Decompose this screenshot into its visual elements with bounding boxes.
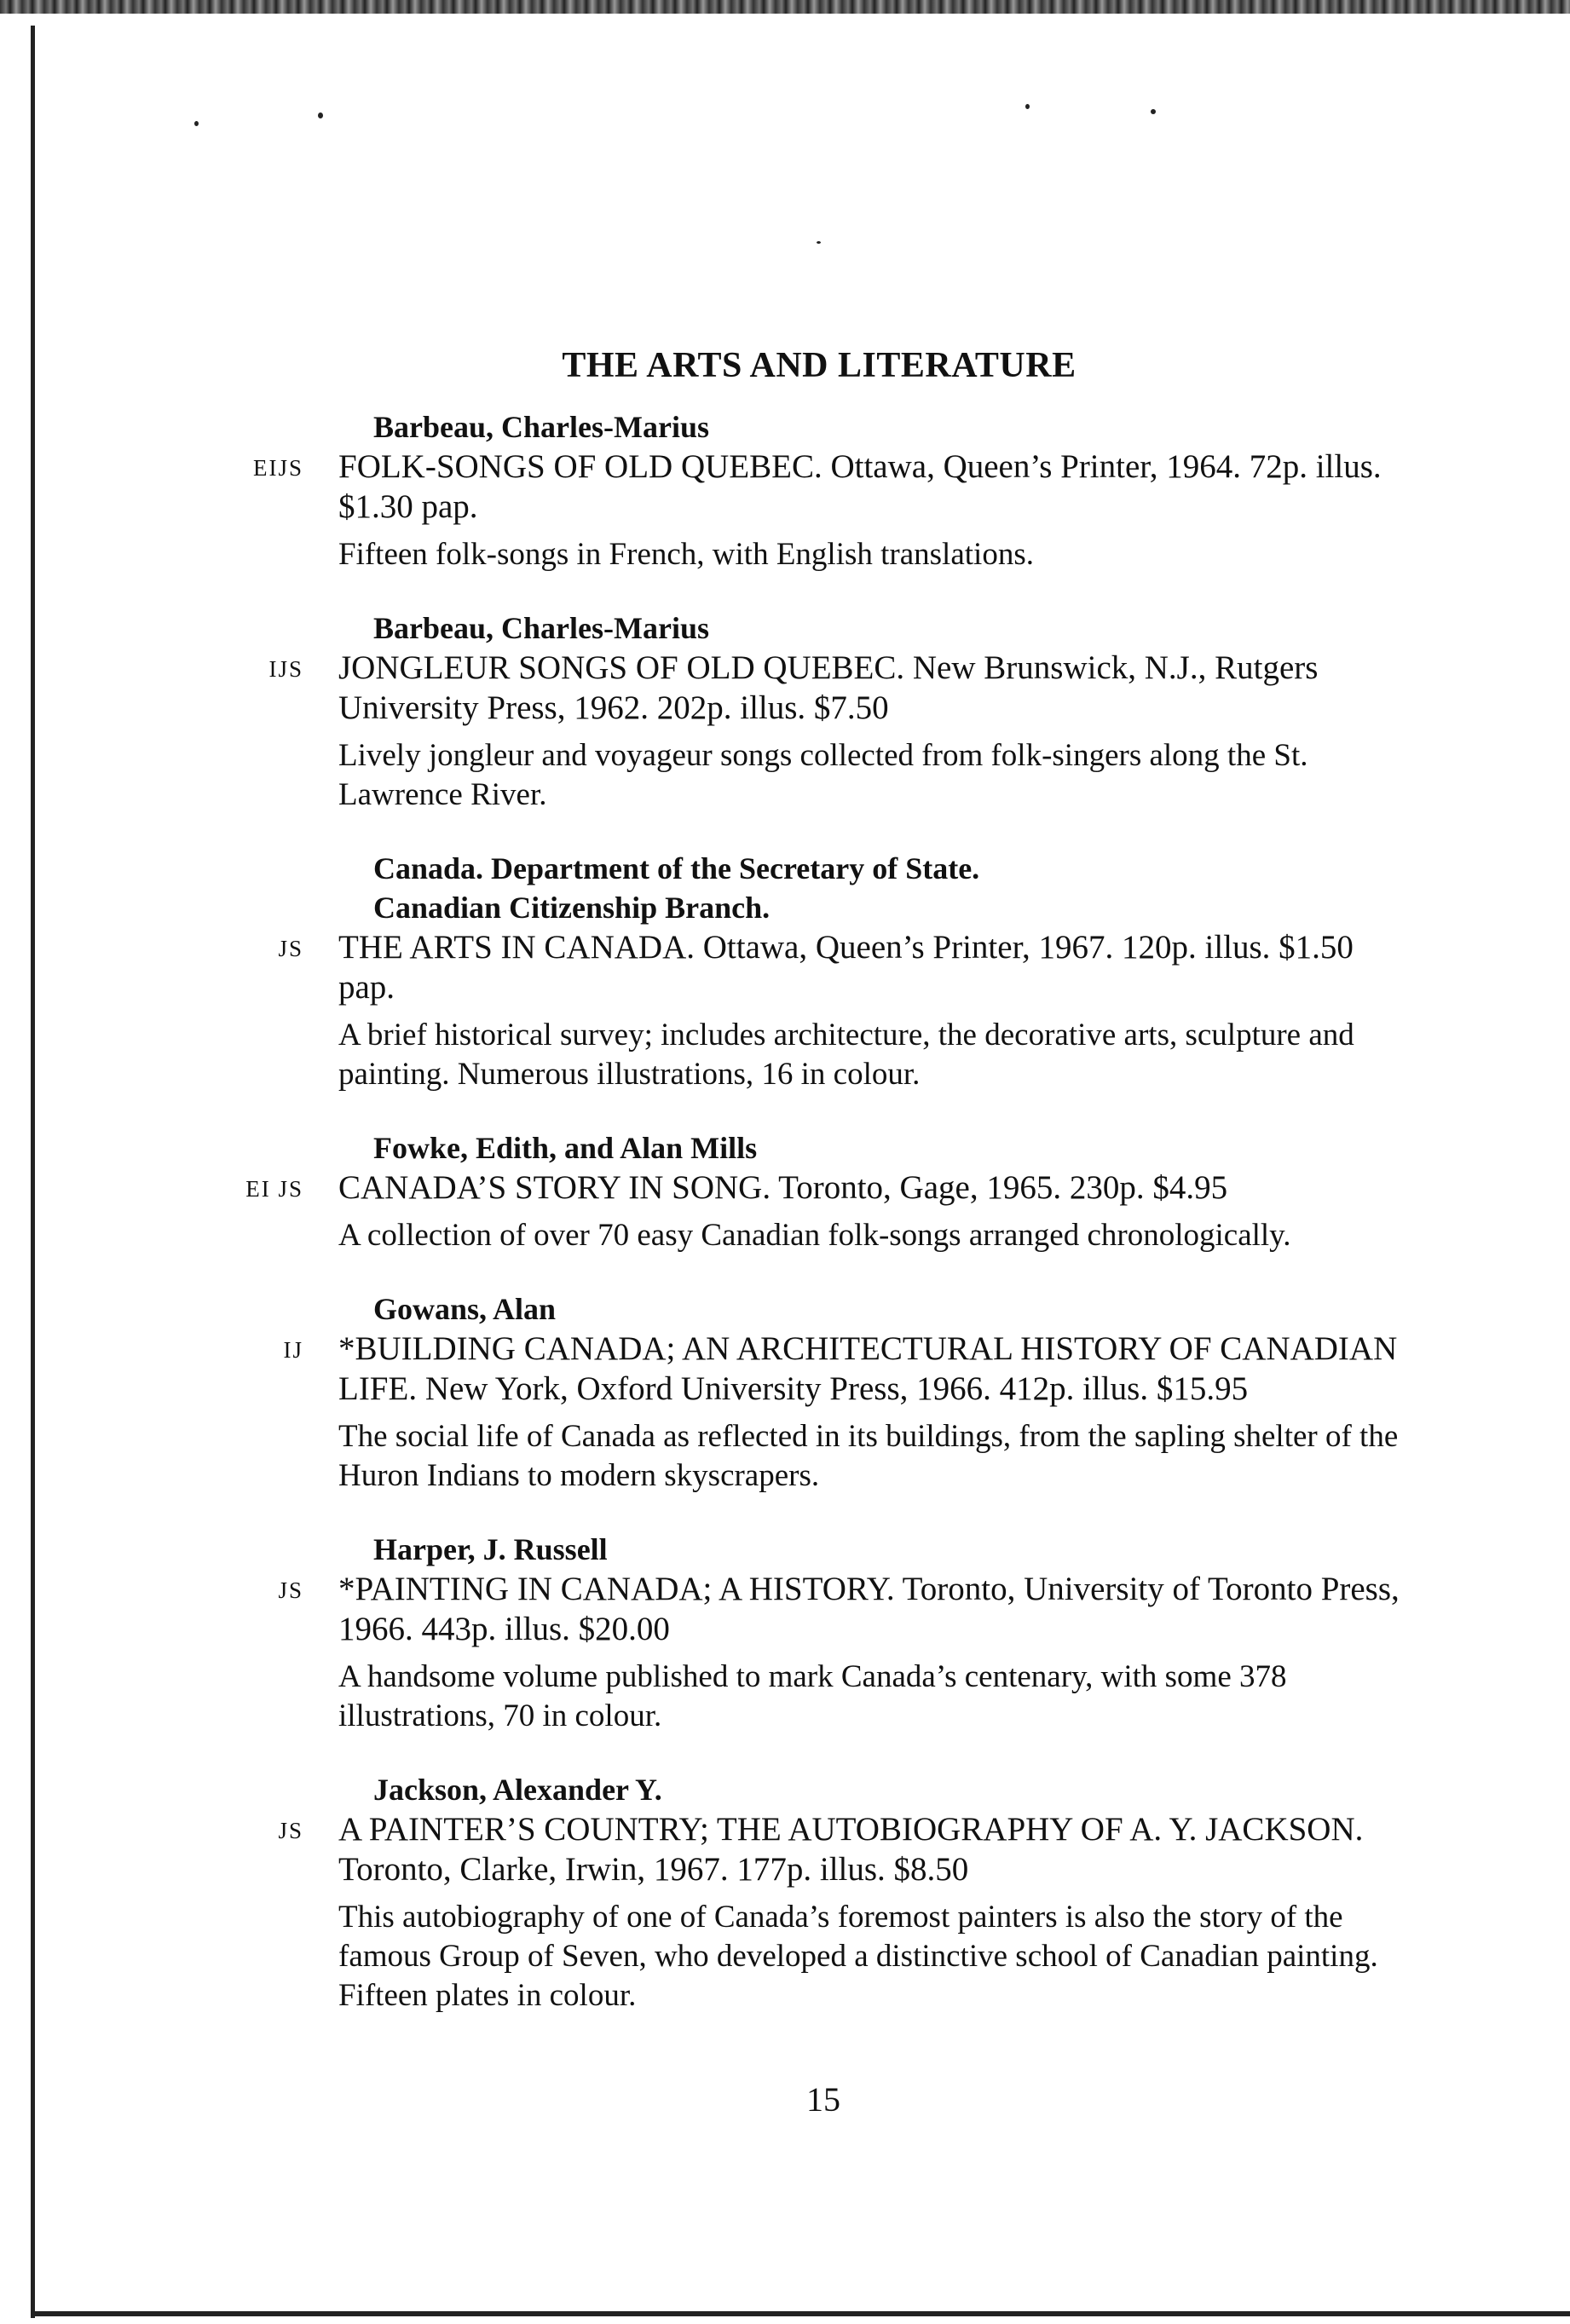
entry-author: Gowans, Alan (373, 1292, 557, 1326)
entry-author: Canada. Department of the Secretary of State. (373, 851, 980, 885)
entry-annotation: A brief historical survey; includes architecture, the decorative arts, sculpture and painting. Numerous illustrations, 16 in colour. (338, 1018, 1354, 1092)
entry-citation-row (0, 1809, 1570, 1889)
scan-speck (1151, 109, 1156, 114)
entry-citation-row (0, 447, 1570, 527)
entry-annotation: A collection of over 70 easy Canadian folk-songs arranged chronologically. (338, 1218, 1291, 1253)
reading-level-code: JS (278, 936, 303, 961)
scan-speck (1025, 104, 1030, 109)
reading-level-code: JS (278, 1577, 303, 1603)
entry-author: Canadian Citizenship Branch. (373, 891, 771, 925)
entry-citation: CANADA’S STORY IN SONG. Toronto, Gage, 1965. 230p. $4.95 (338, 1169, 1228, 1206)
bibliography-entry (0, 608, 1570, 815)
entry-citation-row (0, 648, 1570, 728)
page-number: 15 (806, 2080, 840, 2119)
entry-author: Barbeau, Charles-Marius (373, 410, 709, 444)
entry-annotation: Fifteen folk-songs in French, with English translations. (338, 537, 1034, 572)
entry-citation-row (0, 927, 1570, 1007)
scan-speck (194, 121, 199, 126)
bibliography-entry (0, 1530, 1570, 1736)
reading-level-code: EIJS (252, 455, 303, 481)
page-title: THE ARTS AND LITERATURE (562, 346, 1076, 385)
entry-citation: A PAINTER’S COUNTRY; THE AUTOBIOGRAPHY OF A. Y. JACKSON. Toronto, Clarke, Irwin, 1967. 177p. illus. $8.50 (338, 1811, 1364, 1888)
reading-level-code: EI JS (245, 1176, 303, 1202)
entry-citation-row (0, 1168, 1570, 1208)
entry-annotation: This autobiography of one of Canada’s foremost painters is also the story of the famous Group of Seven, who developed a distinctive school of Canadian painting. Fifteen plates in colour. (338, 1900, 1378, 2013)
entry-annotation: The social life of Canada as reflected in its buildings, from the sapling shelter of the Huron Indians to modern skyscrapers. (338, 1419, 1399, 1493)
reading-level-code: JS (278, 1818, 303, 1843)
bibliography-entry (0, 407, 1570, 574)
scan-speck (817, 241, 821, 244)
scan-speck (318, 112, 323, 118)
entry-author: Jackson, Alexander Y. (373, 1773, 662, 1807)
entry-citation: JONGLEUR SONGS OF OLD QUEBEC. New Brunswick, N.J., Rutgers University Press, 1962. 202p. illus. $7.50 (338, 649, 1319, 726)
entry-citation: THE ARTS IN CANADA. Ottawa, Queen’s Printer, 1967. 120p. illus. $1.50 pap. (338, 929, 1354, 1006)
entry-citation: *PAINTING IN CANADA; A HISTORY. Toronto, University of Toronto Press, 1966. 443p. illus. $20.00 (338, 1571, 1400, 1647)
reading-level-code: IJ (283, 1337, 303, 1363)
reading-level-code: IJS (268, 656, 303, 682)
bibliography-entry (0, 1770, 1570, 2015)
entry-citation-row (0, 1329, 1570, 1409)
entry-annotation: A handsome volume published to mark Canada’s centenary, with some 378 illustrations, 70 in colour. (338, 1659, 1287, 1733)
entry-author: Harper, J. Russell (373, 1532, 608, 1566)
bibliography-list (0, 407, 1570, 2050)
entry-annotation: Lively jongleur and voyageur songs collected from folk-singers along the St. Lawrence River. (338, 738, 1308, 812)
entry-author: Fowke, Edith, and Alan Mills (373, 1131, 758, 1165)
scan-bottom-edge (32, 2311, 1570, 2316)
entry-author: Barbeau, Charles-Marius (373, 611, 709, 645)
bibliography-entry (0, 1128, 1570, 1255)
entry-citation: FOLK-SONGS OF OLD QUEBEC. Ottawa, Queen’s Printer, 1964. 72p. illus. $1.30 pap. (338, 448, 1382, 525)
entry-citation: *BUILDING CANADA; AN ARCHITECTURAL HISTORY OF CANADIAN LIFE. New York, Oxford University Press, 1966. 412p. illus. $15.95 (338, 1330, 1398, 1407)
bibliography-entry (0, 1289, 1570, 1496)
bibliography-entry (0, 849, 1570, 1094)
scan-top-edge (0, 0, 1570, 14)
entry-citation-row (0, 1569, 1570, 1649)
